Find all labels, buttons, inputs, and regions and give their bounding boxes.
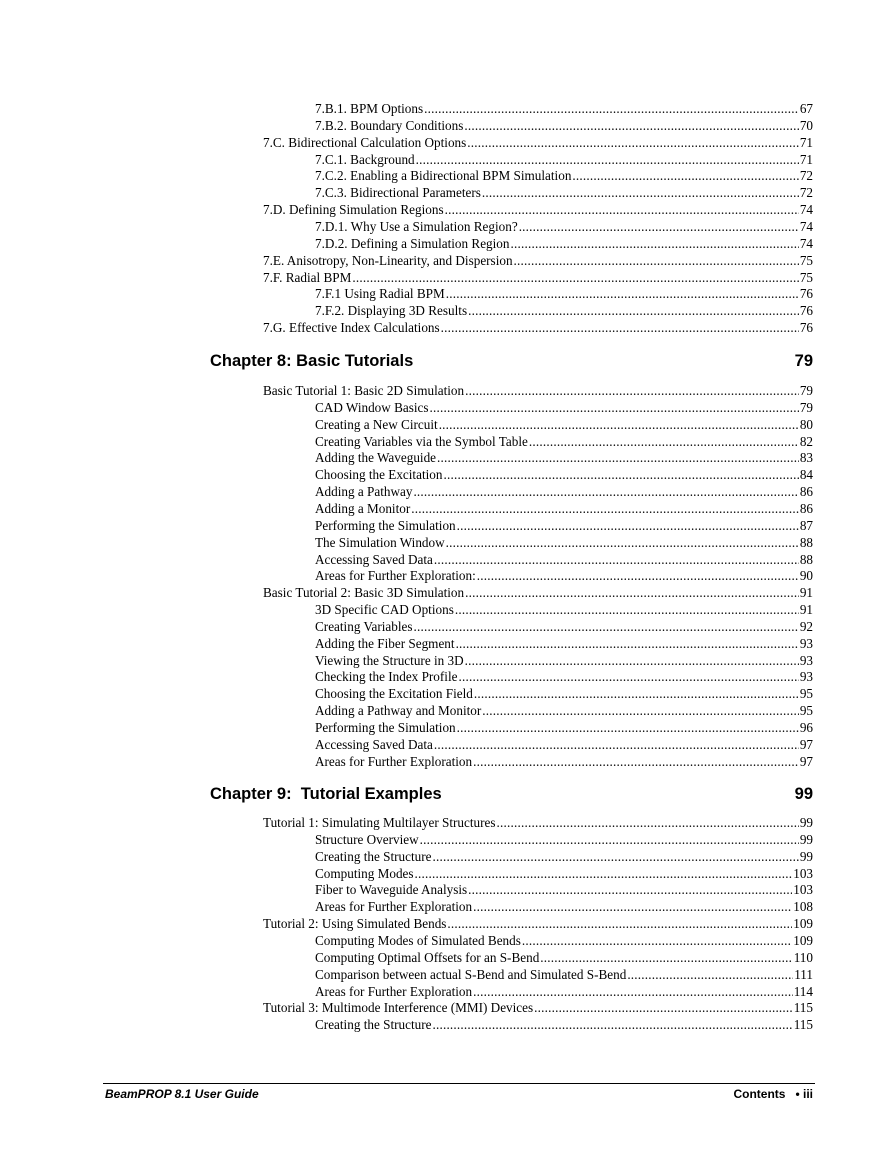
toc-entry[interactable] (315, 618, 813, 635)
toc-leader-dots (414, 618, 799, 635)
toc-entry[interactable] (315, 399, 813, 416)
toc-leader-dots (456, 635, 799, 652)
toc-entry[interactable] (315, 100, 813, 117)
toc-entry-page: 92 (799, 618, 813, 634)
toc-entry[interactable] (315, 601, 813, 618)
toc-entry[interactable] (263, 584, 813, 601)
toc-entry-title: Basic Tutorial 2: Basic 3D Simulation (263, 585, 465, 601)
toc-entry[interactable] (315, 534, 813, 551)
toc-entry-title: 7.C.2. Enabling a Bidirectional BPM Simulation (315, 168, 572, 184)
toc-leader-dots (416, 151, 799, 168)
toc-entry-page: 95 (799, 686, 813, 702)
toc-entry[interactable] (315, 500, 813, 517)
toc-entry[interactable] (315, 949, 813, 966)
toc-entry-title: Performing the Simulation (315, 517, 456, 533)
toc-entry[interactable] (263, 915, 813, 932)
toc-leader-dots (529, 433, 799, 450)
toc-entry[interactable] (315, 151, 813, 168)
toc-entry-page: 88 (799, 534, 813, 550)
toc-entry-page: 93 (799, 635, 813, 651)
toc-entry[interactable] (315, 433, 813, 450)
toc-entry-title: 7.D.1. Why Use a Simulation Region? (315, 218, 518, 234)
toc-entry[interactable] (315, 932, 813, 949)
toc-entry-page: 97 (799, 753, 813, 769)
toc-leader-dots (445, 201, 799, 218)
toc-entry-page: 76 (799, 286, 813, 302)
toc-entry-page: 79 (799, 383, 813, 398)
chapter-title: Chapter 9: Tutorial Examples (210, 785, 442, 803)
toc-entry[interactable] (315, 483, 813, 500)
toc-leader-dots (443, 466, 798, 483)
toc-leader-dots (415, 865, 793, 882)
toc-entry[interactable] (263, 999, 813, 1016)
toc-entry[interactable] (315, 983, 813, 1000)
toc-entry-page: 70 (799, 117, 813, 133)
toc-leader-dots (434, 736, 799, 753)
toc-entry-title: 7.F. Radial BPM (263, 269, 352, 285)
footer-document-title: BeamPROP 8.1 User Guide (105, 1087, 259, 1101)
toc-entry-title: Basic Tutorial 1: Basic 2D Simulation (263, 383, 465, 398)
toc-entry-page: 99 (799, 815, 813, 830)
toc-leader-dots (441, 319, 799, 336)
toc-entry-title: Areas for Further Exploration (315, 753, 473, 769)
toc-entry-title: 7.F.1 Using Radial BPM (315, 286, 445, 302)
toc-entry-title: Comparison between actual S-Bend and Simulated S-Bend (315, 966, 627, 982)
toc-entry-page: 109 (793, 932, 813, 948)
toc-entry[interactable] (315, 184, 813, 201)
toc-leader-dots (420, 831, 799, 848)
toc-entry-page: 84 (799, 467, 813, 483)
toc-entry-title: Areas for Further Exploration: (315, 568, 476, 584)
toc-entry-page: 91 (799, 585, 813, 601)
toc-leader-dots (482, 702, 799, 719)
toc-entry-page: 67 (799, 101, 813, 116)
toc-leader-dots (473, 753, 799, 770)
toc-entry[interactable] (263, 252, 813, 269)
toc-entry[interactable] (315, 285, 813, 302)
toc-leader-dots (473, 898, 792, 915)
toc-entry-title: Choosing the Excitation (315, 467, 443, 483)
toc-leader-dots (437, 449, 799, 466)
toc-entry-page: 99 (799, 831, 813, 847)
toc-entry-page: 93 (799, 669, 813, 685)
toc-entry-page: 79 (799, 399, 813, 415)
toc-entry-title: Adding a Pathway (315, 484, 413, 500)
toc-leader-dots (464, 117, 798, 134)
toc-entry-page: 109 (793, 916, 813, 932)
toc-entry-page: 71 (799, 151, 813, 167)
toc-entry-title: Creating the Structure (315, 1017, 432, 1033)
toc-leader-dots (474, 685, 799, 702)
toc-entry-title: 7.C.1. Background (315, 151, 415, 167)
footer-page-number: Contents • iii (733, 1087, 813, 1101)
toc-leader-dots (465, 584, 799, 601)
toc-entry[interactable] (263, 814, 813, 831)
toc-entry-title: Fiber to Waveguide Analysis (315, 882, 468, 898)
toc-leader-dots (430, 399, 799, 416)
toc-entry-title: Tutorial 2: Using Simulated Bends (263, 916, 447, 932)
toc-leader-dots (468, 302, 799, 319)
toc-leader-dots (540, 949, 792, 966)
toc-entry-title: 7.D. Defining Simulation Regions (263, 202, 444, 218)
toc-entry-title: Creating a New Circuit (315, 416, 438, 432)
toc-leader-dots (514, 252, 799, 269)
toc-entry-title: 7.E. Anisotropy, Non-Linearity, and Dispersion (263, 252, 513, 268)
toc-entry-page: 75 (799, 252, 813, 268)
toc-entry[interactable] (315, 235, 813, 252)
toc-entry-title: Structure Overview (315, 831, 419, 847)
chapter-heading[interactable] (210, 352, 813, 374)
toc-entry-page: 103 (793, 882, 813, 898)
toc-leader-dots (477, 567, 799, 584)
toc-entry-title: Creating Variables via the Symbol Table (315, 433, 528, 449)
toc-entry-page: 86 (799, 500, 813, 516)
toc-entry[interactable] (315, 218, 813, 235)
toc-entry-page: 76 (799, 320, 813, 336)
toc-leader-dots (496, 814, 798, 831)
toc-leader-dots (572, 167, 798, 184)
toc-entry[interactable] (315, 865, 813, 882)
toc-entry-page: 80 (799, 416, 813, 432)
toc-entry-page: 74 (799, 218, 813, 234)
toc-entry-title: Computing Optimal Offsets for an S-Bend (315, 949, 540, 965)
toc-entry[interactable] (315, 702, 813, 719)
toc-entry-title: Choosing the Excitation Field (315, 686, 473, 702)
toc-leader-dots (432, 1016, 792, 1033)
toc-leader-dots (447, 915, 792, 932)
toc-entry-page: 99 (799, 848, 813, 864)
toc-leader-dots (446, 534, 799, 551)
toc-entry-page: 114 (793, 983, 813, 999)
toc-entry-title: 7.C.3. Bidirectional Parameters (315, 185, 481, 201)
toc-entry-title: 7.B.1. BPM Options (315, 101, 424, 116)
toc-entry-page: 91 (799, 602, 813, 618)
toc-entry-page: 86 (799, 484, 813, 500)
toc-entry[interactable] (315, 753, 813, 770)
toc-entry[interactable] (263, 201, 813, 218)
toc-entry-page: 75 (799, 269, 813, 285)
toc-leader-dots (467, 134, 799, 151)
toc-entry-page: 74 (799, 202, 813, 218)
toc-entry-page: 111 (794, 966, 813, 982)
toc-entry-page: 87 (799, 517, 813, 533)
toc-entry-title: Tutorial 3: Multimode Interference (MMI) Devices (263, 1000, 534, 1016)
toc-entry[interactable] (315, 719, 813, 736)
toc-entry[interactable] (315, 848, 813, 865)
toc-leader-dots (455, 601, 799, 618)
toc-entry-title: Performing the Simulation (315, 720, 456, 735)
toc-leader-dots (458, 668, 798, 685)
toc-entry-title: Accessing Saved Data (315, 551, 433, 567)
toc-leader-dots (519, 218, 799, 235)
toc-leader-dots (522, 932, 792, 949)
toc-entry-page: 76 (799, 303, 813, 319)
toc-leader-dots (511, 235, 799, 252)
toc-entry-title: Adding a Pathway and Monitor (315, 703, 482, 719)
toc-entry[interactable] (315, 551, 813, 568)
toc-entry[interactable] (315, 416, 813, 433)
toc-entry-title: Computing Modes of Simulated Bends (315, 932, 521, 948)
toc-entry[interactable] (315, 517, 813, 534)
toc-entry-page: 96 (799, 720, 813, 735)
toc-entry-title: Tutorial 1: Simulating Multilayer Structures (263, 815, 496, 830)
toc-entry-title: The Simulation Window (315, 534, 445, 550)
toc-entry-title: Checking the Index Profile (315, 669, 458, 685)
chapter-heading[interactable] (210, 785, 813, 807)
toc-leader-dots (413, 483, 798, 500)
toc-entry-title: Creating the Structure (315, 848, 432, 864)
toc-leader-dots (352, 269, 798, 286)
toc-entry-title: 7.G. Effective Index Calculations (263, 320, 440, 336)
toc-entry-page: 93 (799, 652, 813, 668)
chapter-page: 99 (794, 785, 813, 803)
toc-entry-page: 72 (799, 185, 813, 201)
toc-entry[interactable] (315, 966, 813, 983)
toc-entry[interactable] (315, 567, 813, 584)
toc-leader-dots (627, 966, 793, 983)
toc-entry-page: 97 (799, 736, 813, 752)
toc-entry-title: Adding the Fiber Segment (315, 635, 455, 651)
toc-entry[interactable] (315, 117, 813, 134)
toc-entry[interactable] (315, 635, 813, 652)
toc-entry[interactable] (315, 302, 813, 319)
toc-entry[interactable] (263, 382, 813, 399)
chapter-page: 79 (794, 352, 813, 370)
toc-leader-dots (439, 416, 799, 433)
toc-entry-title: Areas for Further Exploration (315, 983, 473, 999)
toc-leader-dots (446, 285, 799, 302)
toc-leader-dots (482, 184, 799, 201)
toc-leader-dots (534, 999, 793, 1016)
toc-entry[interactable] (263, 319, 813, 336)
toc-leader-dots (457, 719, 799, 736)
toc-leader-dots (411, 500, 799, 517)
toc-leader-dots (468, 881, 792, 898)
toc-leader-dots (434, 551, 799, 568)
toc-leader-dots (457, 517, 799, 534)
toc-entry[interactable] (315, 1016, 813, 1033)
toc-entry-title: 7.B.2. Boundary Conditions (315, 117, 464, 133)
toc-entry[interactable] (315, 668, 813, 685)
toc-entry[interactable] (263, 134, 813, 151)
toc-entry[interactable] (315, 685, 813, 702)
chapter-title: Chapter 8: Basic Tutorials (210, 352, 414, 370)
toc-entry[interactable] (315, 898, 813, 915)
toc-entry-page: 74 (799, 235, 813, 251)
toc-entry-page: 103 (793, 865, 813, 881)
toc-entry-title: Viewing the Structure in 3D (315, 652, 464, 668)
toc-entry-page: 88 (799, 551, 813, 567)
toc-entry[interactable] (315, 449, 813, 466)
footer-rule (103, 1083, 815, 1084)
toc-entry[interactable] (315, 881, 813, 898)
toc-entry-title: Computing Modes (315, 865, 414, 881)
toc-leader-dots (465, 382, 799, 399)
toc-entry-title: Creating Variables (315, 618, 413, 634)
toc-entry-page: 115 (793, 1017, 813, 1033)
toc-entry-title: 7.C. Bidirectional Calculation Options (263, 134, 467, 150)
toc-entry-page: 95 (799, 703, 813, 719)
toc-entry-title: CAD Window Basics (315, 399, 429, 415)
toc-leader-dots (424, 100, 799, 117)
toc-entry-page: 108 (793, 899, 813, 915)
toc-entry-title: 7.D.2. Defining a Simulation Region (315, 235, 510, 251)
toc-entry[interactable] (315, 466, 813, 483)
toc-entry[interactable] (315, 167, 813, 184)
toc-entry[interactable] (263, 269, 813, 286)
toc-entry[interactable] (315, 652, 813, 669)
toc-entry-page: 115 (793, 1000, 813, 1016)
toc-entry-page: 110 (793, 949, 813, 965)
toc-entry[interactable] (315, 736, 813, 753)
toc-entry-title: Accessing Saved Data (315, 736, 433, 752)
toc-entry-title: Adding the Waveguide (315, 450, 437, 466)
toc-entry[interactable] (315, 831, 813, 848)
toc-entry-page: 82 (799, 433, 813, 449)
toc-entry-page: 90 (799, 568, 813, 584)
toc-entry-page: 83 (799, 450, 813, 466)
toc-entry-page: 72 (799, 168, 813, 184)
toc-entry-page: 71 (799, 134, 813, 150)
toc-entry-title: 3D Specific CAD Options (315, 602, 454, 618)
toc-leader-dots (465, 652, 799, 669)
toc-entry-title: Areas for Further Exploration (315, 899, 473, 915)
toc-leader-dots (473, 983, 793, 1000)
toc-leader-dots (432, 848, 798, 865)
toc-entry-title: Adding a Monitor (315, 500, 411, 516)
toc-entry-title: 7.F.2. Displaying 3D Results (315, 303, 468, 319)
